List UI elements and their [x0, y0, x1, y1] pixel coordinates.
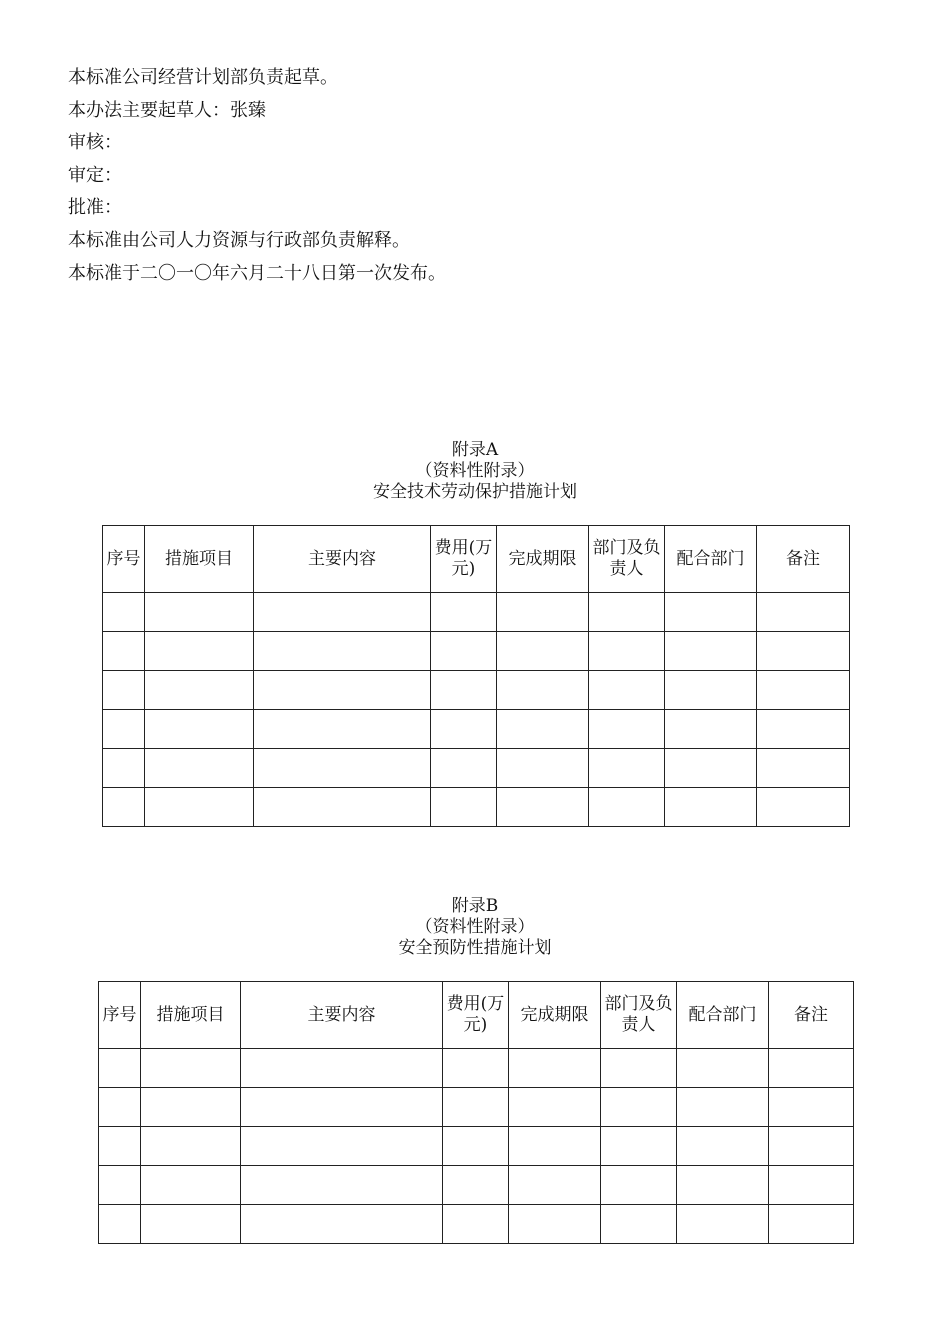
table-cell [99, 1166, 141, 1205]
table-cell [677, 1166, 769, 1205]
appendix-b-title: 安全预防性措施计划 [398, 938, 552, 958]
header-cost: 费用(万元) [443, 982, 509, 1049]
header-deadline: 完成期限 [497, 526, 589, 593]
table-cell [431, 632, 497, 671]
table-cell [241, 1127, 443, 1166]
appendix-a-title: 安全技术劳动保护措施计划 [373, 482, 577, 502]
table-cell [589, 593, 665, 632]
table-cell [757, 593, 850, 632]
table-cell [757, 788, 850, 827]
interpretation-line: 本标准由公司人力资源与行政部负责解释。 [68, 229, 410, 251]
table-cell [443, 1166, 509, 1205]
table-cell [665, 632, 757, 671]
appendix-b-table [98, 981, 854, 1244]
table-cell [589, 788, 665, 827]
table-row [103, 710, 850, 749]
table-cell [145, 749, 254, 788]
table-cell [241, 1088, 443, 1127]
table-cell [443, 1049, 509, 1088]
table-cell [431, 671, 497, 710]
table-cell [665, 710, 757, 749]
appendix-b-label: 附录B [451, 896, 499, 916]
table-cell [103, 788, 145, 827]
header-cooperating-dept: 配合部门 [677, 982, 769, 1049]
table-cell [665, 593, 757, 632]
table-cell [601, 1088, 677, 1127]
header-main-content: 主要内容 [241, 982, 443, 1049]
authorization-line: 批准： [68, 197, 122, 219]
header-remarks: 备注 [757, 526, 850, 593]
table-cell [497, 710, 589, 749]
table-cell [677, 1127, 769, 1166]
table-row [99, 1166, 854, 1205]
table-cell [431, 749, 497, 788]
header-cost: 费用(万元) [431, 526, 497, 593]
table-cell [103, 593, 145, 632]
table-row [99, 1088, 854, 1127]
header-cooperating-dept: 配合部门 [665, 526, 757, 593]
table-cell [601, 1127, 677, 1166]
table-cell [509, 1127, 601, 1166]
table-cell [677, 1049, 769, 1088]
table-cell [497, 788, 589, 827]
header-dept-owner: 部门及负责人 [601, 982, 677, 1049]
table-row [99, 1205, 854, 1244]
header-seq: 序号 [103, 526, 145, 593]
table-cell [431, 710, 497, 749]
table-cell [103, 671, 145, 710]
table-cell [241, 1166, 443, 1205]
table-cell [99, 1049, 141, 1088]
appendix-b-heading [0, 896, 950, 959]
release-date-line: 本标准于二〇一〇年六月二十八日第一次发布。 [68, 262, 446, 284]
table-cell [103, 710, 145, 749]
table-cell [145, 671, 254, 710]
appendix-a-body [103, 593, 850, 827]
table-header-row [99, 982, 854, 1049]
table-cell [497, 632, 589, 671]
table-cell [589, 710, 665, 749]
appendix-a-note: （资料性附录） [415, 461, 535, 481]
table-cell [443, 1088, 509, 1127]
table-cell [145, 593, 254, 632]
table-cell [601, 1049, 677, 1088]
table-cell [497, 671, 589, 710]
table-cell [431, 593, 497, 632]
main-drafter: 本办法主要起草人：张臻 [68, 99, 266, 121]
table-cell [757, 710, 850, 749]
table-cell [757, 671, 850, 710]
table-row [103, 788, 850, 827]
table-cell [509, 1088, 601, 1127]
table-cell [141, 1049, 241, 1088]
table-cell [677, 1088, 769, 1127]
header-deadline: 完成期限 [509, 982, 601, 1049]
table-cell [254, 749, 431, 788]
table-row [103, 749, 850, 788]
table-row [99, 1049, 854, 1088]
table-cell [241, 1205, 443, 1244]
table-cell [769, 1166, 854, 1205]
table-cell [589, 632, 665, 671]
table-cell [99, 1127, 141, 1166]
table-cell [145, 788, 254, 827]
header-dept-owner: 部门及负责人 [589, 526, 665, 593]
header-remarks: 备注 [769, 982, 854, 1049]
appendix-a-heading [0, 440, 950, 503]
table-cell [665, 788, 757, 827]
table-cell [443, 1127, 509, 1166]
header-seq: 序号 [99, 982, 141, 1049]
table-row [103, 671, 850, 710]
table-cell [254, 671, 431, 710]
table-cell [254, 593, 431, 632]
table-cell [145, 632, 254, 671]
review-line: 审核： [68, 132, 122, 154]
header-measure-item: 措施项目 [141, 982, 241, 1049]
table-cell [103, 632, 145, 671]
table-cell [497, 593, 589, 632]
table-cell [509, 1049, 601, 1088]
table-cell [145, 710, 254, 749]
table-cell [509, 1205, 601, 1244]
table-cell [431, 788, 497, 827]
table-cell [141, 1205, 241, 1244]
table-cell [757, 632, 850, 671]
table-cell [141, 1127, 241, 1166]
table-cell [141, 1088, 241, 1127]
table-cell [589, 671, 665, 710]
table-cell [665, 671, 757, 710]
table-cell [509, 1166, 601, 1205]
table-cell [677, 1205, 769, 1244]
table-cell [769, 1205, 854, 1244]
table-cell [254, 788, 431, 827]
table-cell [99, 1088, 141, 1127]
table-cell [601, 1205, 677, 1244]
table-row [103, 632, 850, 671]
table-cell [443, 1205, 509, 1244]
table-cell [254, 632, 431, 671]
table-cell [757, 749, 850, 788]
table-cell [769, 1088, 854, 1127]
appendix-b-body [99, 1049, 854, 1244]
appendix-b-note: （资料性附录） [415, 917, 535, 937]
table-cell [141, 1166, 241, 1205]
table-cell [99, 1205, 141, 1244]
table-cell [601, 1166, 677, 1205]
appendix-a-table [102, 525, 850, 827]
table-row [99, 1127, 854, 1166]
approval-check-line: 审定： [68, 164, 122, 186]
drafting-department: 本标准公司经营计划部负责起草。 [68, 67, 338, 88]
header-main-content: 主要内容 [254, 526, 431, 593]
table-cell [103, 749, 145, 788]
table-cell [241, 1049, 443, 1088]
header-measure-item: 措施项目 [145, 526, 254, 593]
table-cell [589, 749, 665, 788]
table-cell [497, 749, 589, 788]
intro-section [68, 62, 446, 290]
table-cell [769, 1049, 854, 1088]
table-cell [769, 1127, 854, 1166]
table-cell [665, 749, 757, 788]
table-cell [254, 710, 431, 749]
appendix-a-label: 附录A [451, 440, 499, 460]
table-row [103, 593, 850, 632]
table-header-row [103, 526, 850, 593]
